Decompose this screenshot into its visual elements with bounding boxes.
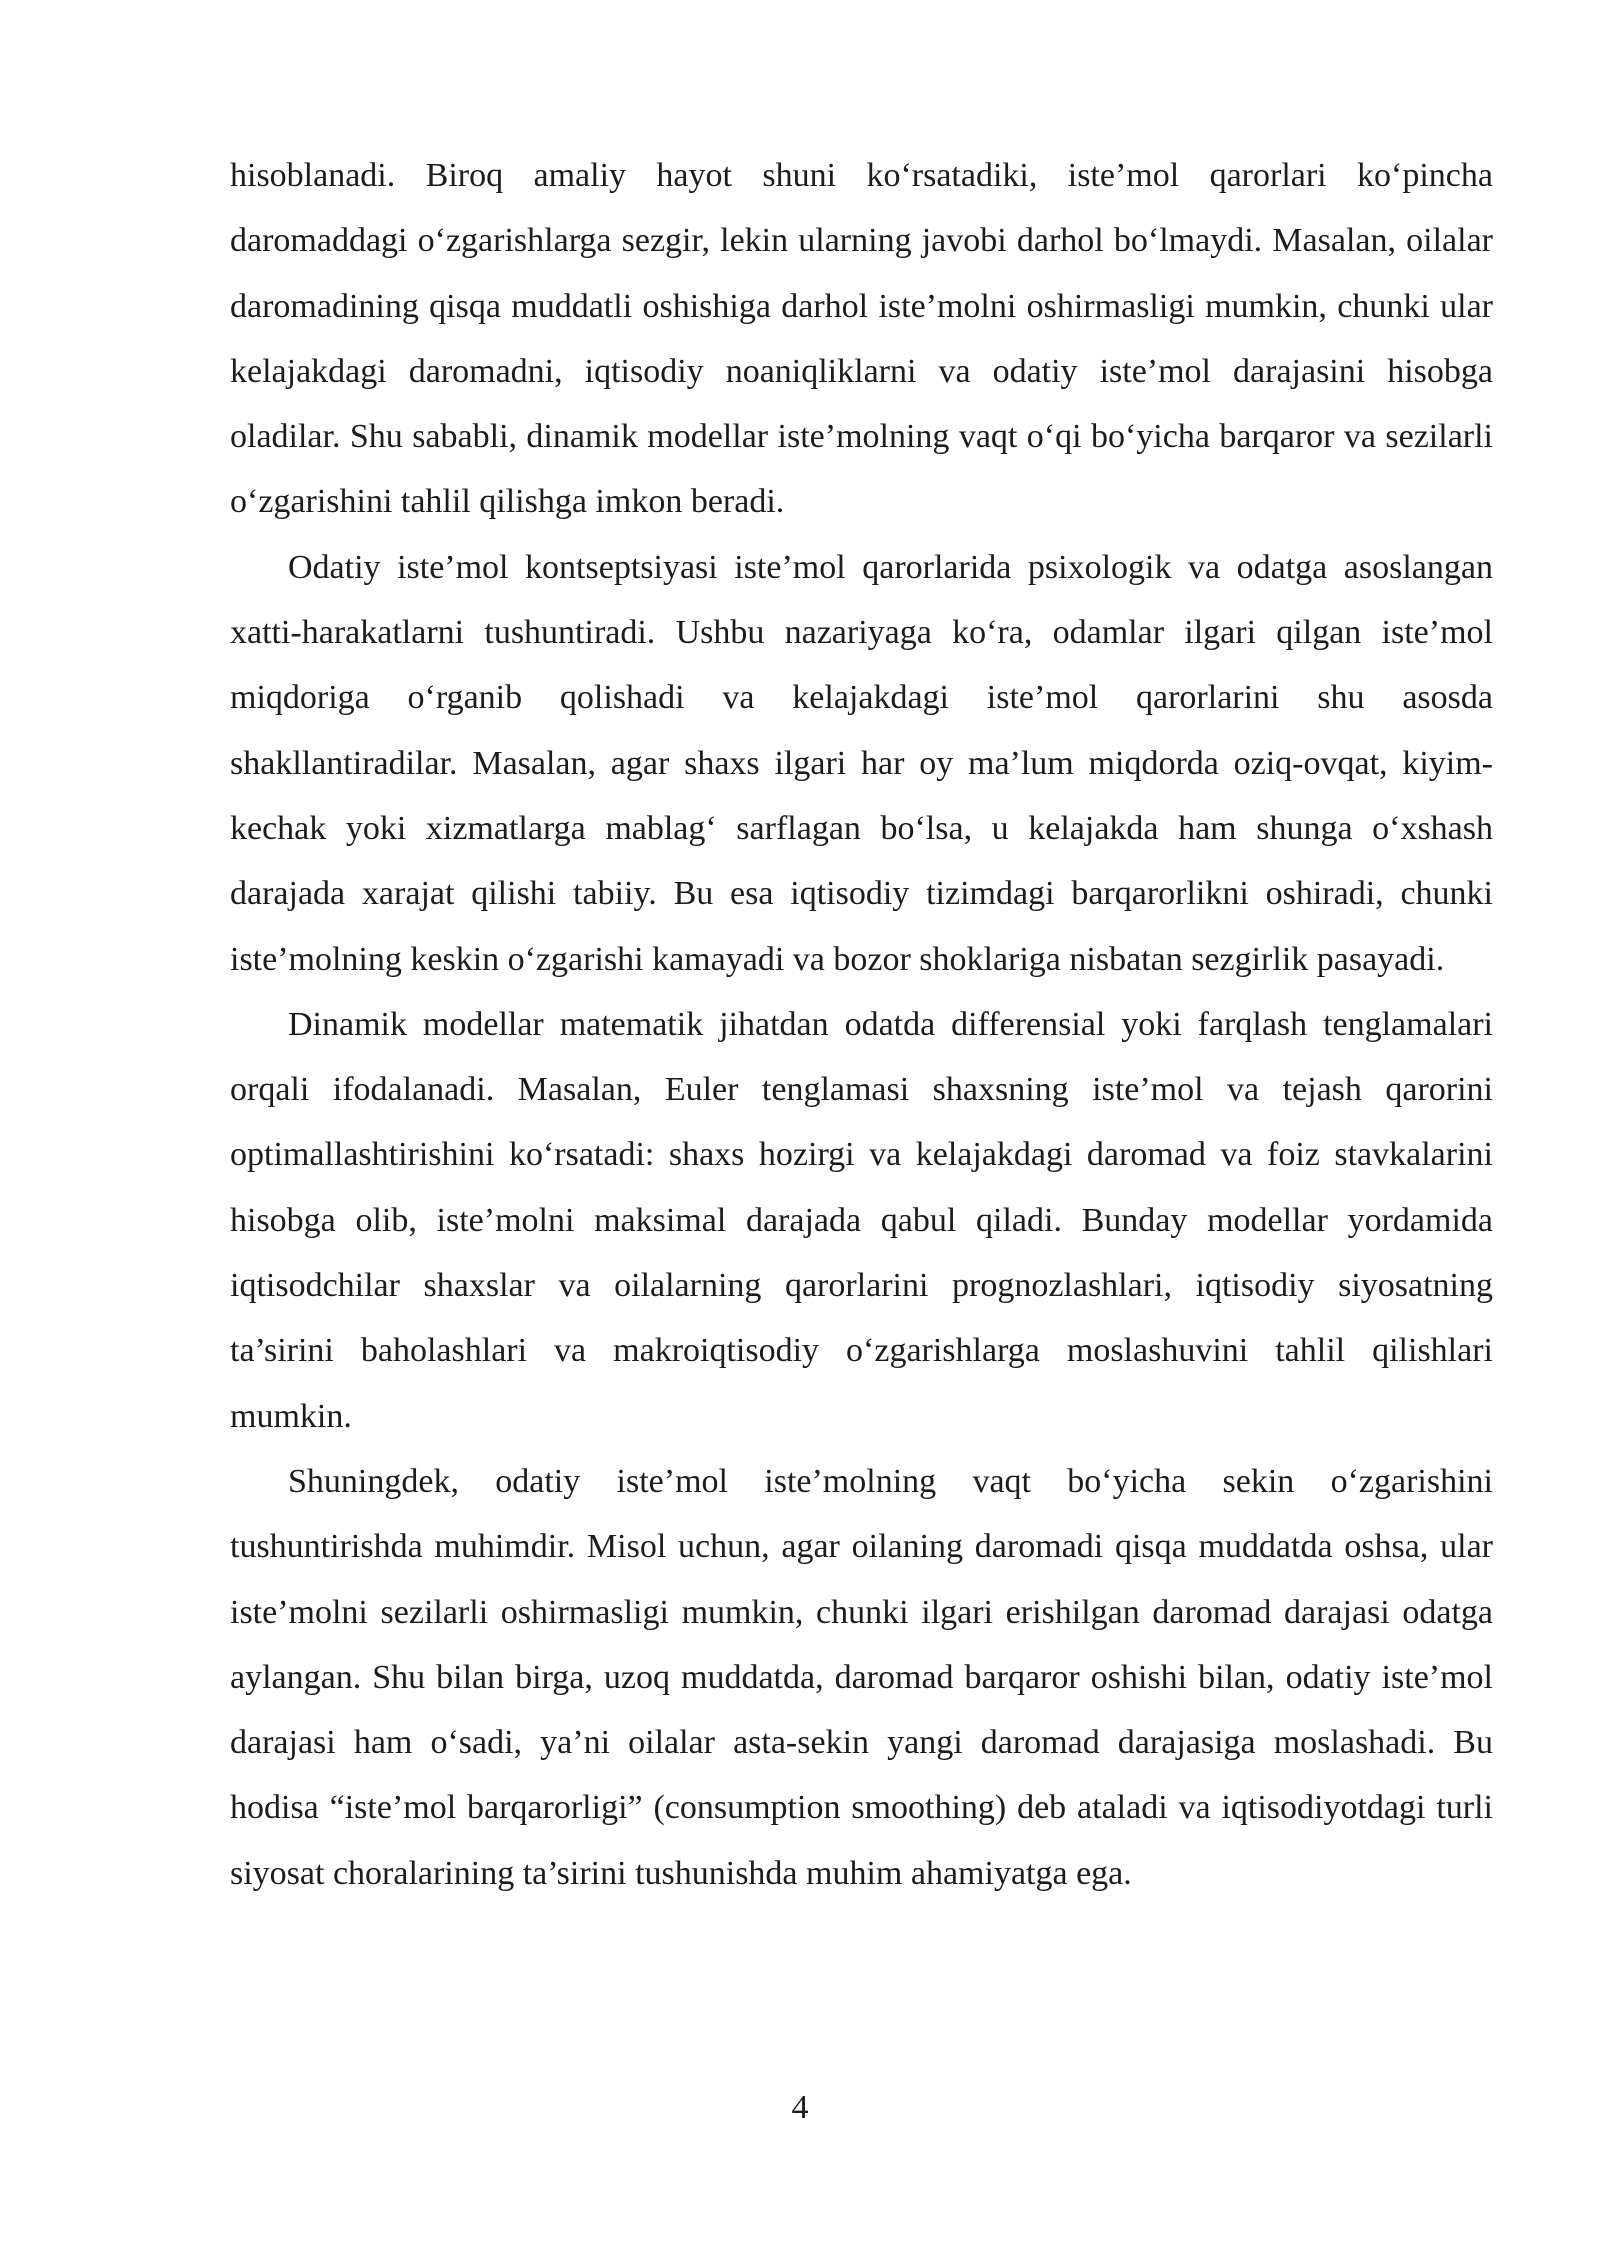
body-text: [230, 143, 1493, 1906]
paragraph-2: Odatiy iste’mol kontseptsiyasi iste’mol qarorlarida psixologik va odatga asoslangan xatti-harakatlarni tushuntiradi. Ushbu nazariyaga ko‘ra, odamlar ilgari qilgan iste’mol miqdoriga o‘rganib qolishadi va kelajakdagi iste’mol qarorlarini shu asosda shakllantiradilar. Masalan, agar shaxs ilgari har oy ma’lum miqdorda oziq-ovqat, kiyim-kechak yoki xizmatlarga mablag‘ sarflagan bo‘lsa, u kelajakda ham shunga o‘xshash darajada xarajat qilishi tabiiy. Bu esa iqtisodiy tizimdagi barqarorlikni oshiradi, chunki iste’molning keskin o‘zgarishi kamayadi va bozor shoklariga nisbatan sezgirlik pasayadi.: [230, 548, 1493, 978]
paragraph-4: Shuningdek, odatiy iste’mol iste’molning vaqt bo‘yicha sekin o‘zgarishini tushuntirishda muhimdir. Misol uchun, agar oilaning daromadi qisqa muddatda oshsa, ular iste’molni sezilarli oshirmasligi mumkin, chunki ilgari erishilgan daromad darajasi odatga aylangan. Shu bilan birga, uzoq muddatda, daromad barqaror oshishi bilan, odatiy iste’mol darajasi ham o‘sadi, ya’ni oilalar asta-sekin yangi daromad darajasiga moslashadi. Bu hodisa “iste’mol barqarorligi” (consumption smoothing) deb ataladi va iqtisodiyotdagi turli siyosat choralarining ta’sirini tushunishda muhim ahamiyatga ega.: [230, 1462, 1493, 1892]
paragraph-3: Dinamik modellar matematik jihatdan odatda differensial yoki farqlash tenglamalari orqali ifodalanadi. Masalan, Euler tenglamasi shaxsning iste’mol va tejash qarorini optimallashtirishini ko‘rsatadi: shaxs hozirgi va kelajakdagi daromad va foiz stavkalarini hisobga olib, iste’molni maksimal darajada qabul qiladi. Bunday modellar yordamida iqtisodchilar shaxslar va oilalarning qarorlarini prognozlashlari, iqtisodiy siyosatning ta’sirini baholashlari va makroiqtisodiy o‘zgarishlarga moslashuvini tahlil qilishlari mumkin.: [230, 1005, 1493, 1435]
paragraph-1: hisoblanadi. Biroq amaliy hayot shuni ko‘rsatadiki, iste’mol qarorlari ko‘pincha daromaddagi o‘zgarishlarga sezgir, lekin ularning javobi darhol bo‘lmaydi. Masalan, oilalar daromadining qisqa muddatli oshishiga darhol iste’molni oshirmasligi mumkin, chunki ular kelajakdagi daromadni, iqtisodiy noaniqliklarni va odatiy iste’mol darajasini hisobga oladilar. Shu sababli, dinamik modellar iste’molning vaqt o‘qi bo‘yicha barqaror va sezilarli o‘zgarishini tahlil qilishga imkon beradi.: [230, 157, 1493, 521]
page-number: 4: [791, 2089, 809, 2126]
